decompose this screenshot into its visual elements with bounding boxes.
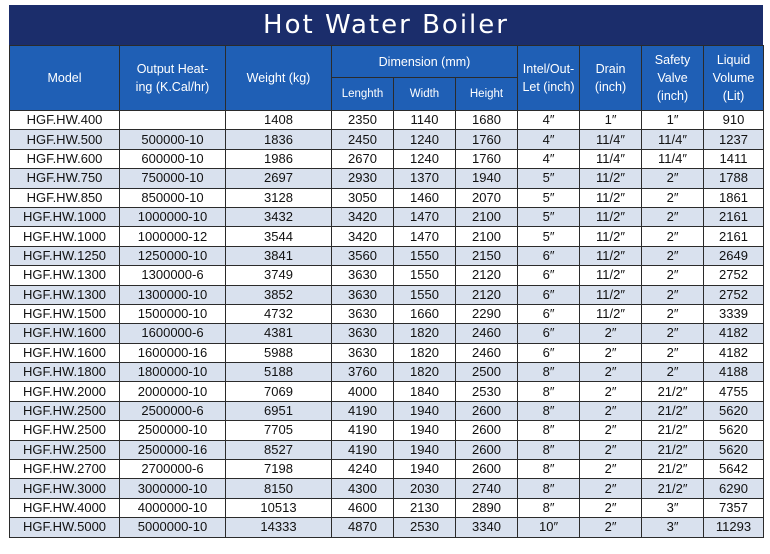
- table-row: [10, 227, 764, 246]
- cell-safety-valve: 11/4″: [642, 149, 704, 168]
- cell-liquid-volume: 11293: [704, 518, 764, 537]
- cell-model: HGF.HW.400: [10, 111, 120, 130]
- cell-length: 4300: [332, 479, 394, 498]
- cell-width: 1550: [394, 266, 456, 285]
- cell-output-heating: 1000000-10: [120, 207, 226, 226]
- cell-liquid-volume: 7357: [704, 498, 764, 517]
- cell-height: 2600: [456, 401, 518, 420]
- table-row: [10, 207, 764, 226]
- cell-weight: 3432: [226, 207, 332, 226]
- cell-model: HGF.HW.1800: [10, 363, 120, 382]
- cell-width: 2530: [394, 518, 456, 537]
- cell-weight: 3749: [226, 266, 332, 285]
- cell-liquid-volume: 2752: [704, 285, 764, 304]
- cell-safety-valve: 3″: [642, 498, 704, 517]
- cell-liquid-volume: 2161: [704, 227, 764, 246]
- cell-length: 4190: [332, 440, 394, 459]
- cell-drain: 2″: [580, 479, 642, 498]
- cell-drain: 11/4″: [580, 130, 642, 149]
- cell-output-heating: 600000-10: [120, 149, 226, 168]
- cell-model: HGF.HW.1600: [10, 343, 120, 362]
- cell-weight: 8527: [226, 440, 332, 459]
- table-row: [10, 440, 764, 459]
- cell-height: 2120: [456, 285, 518, 304]
- cell-liquid-volume: 2161: [704, 207, 764, 226]
- cell-output-heating: 1300000-6: [120, 266, 226, 285]
- cell-safety-valve: 2″: [642, 188, 704, 207]
- cell-safety-valve: 2″: [642, 207, 704, 226]
- cell-width: 1820: [394, 343, 456, 362]
- page-title: Hot Water Boiler: [9, 5, 763, 45]
- cell-width: 1550: [394, 285, 456, 304]
- cell-length: 2350: [332, 111, 394, 130]
- cell-weight: 5188: [226, 363, 332, 382]
- header-safety-line3: (inch): [656, 89, 689, 103]
- cell-weight: 2697: [226, 169, 332, 188]
- cell-width: 1240: [394, 149, 456, 168]
- cell-liquid-volume: 1237: [704, 130, 764, 149]
- cell-drain: 11/2″: [580, 266, 642, 285]
- cell-model: HGF.HW.500: [10, 130, 120, 149]
- cell-height: 3340: [456, 518, 518, 537]
- cell-height: 2600: [456, 440, 518, 459]
- cell-safety-valve: 1″: [642, 111, 704, 130]
- cell-model: HGF.HW.2500: [10, 401, 120, 420]
- cell-inlet-outlet: 8″: [518, 440, 580, 459]
- cell-safety-valve: 2″: [642, 324, 704, 343]
- cell-width: 1140: [394, 111, 456, 130]
- cell-length: 4000: [332, 382, 394, 401]
- cell-drain: 2″: [580, 363, 642, 382]
- cell-model: HGF.HW.2700: [10, 460, 120, 479]
- cell-safety-valve: 21/2″: [642, 440, 704, 459]
- cell-width: 1240: [394, 130, 456, 149]
- cell-length: 3630: [332, 324, 394, 343]
- cell-drain: 11/2″: [580, 188, 642, 207]
- cell-inlet-outlet: 6″: [518, 304, 580, 323]
- cell-inlet-outlet: 5″: [518, 207, 580, 226]
- cell-inlet-outlet: 8″: [518, 498, 580, 517]
- cell-output-heating: 750000-10: [120, 169, 226, 188]
- cell-liquid-volume: 6290: [704, 479, 764, 498]
- cell-drain: 11/2″: [580, 246, 642, 265]
- cell-output-heating: 2000000-10: [120, 382, 226, 401]
- cell-length: 3050: [332, 188, 394, 207]
- cell-model: HGF.HW.1000: [10, 207, 120, 226]
- header-safety-line2: Valve: [657, 71, 688, 85]
- table-row: [10, 149, 764, 168]
- cell-weight: 10513: [226, 498, 332, 517]
- table-row: [10, 130, 764, 149]
- cell-model: HGF.HW.2500: [10, 440, 120, 459]
- cell-output-heating: 1300000-10: [120, 285, 226, 304]
- cell-width: 1550: [394, 246, 456, 265]
- cell-width: 1940: [394, 440, 456, 459]
- cell-weight: 7069: [226, 382, 332, 401]
- cell-inlet-outlet: 8″: [518, 421, 580, 440]
- cell-weight: 14333: [226, 518, 332, 537]
- cell-length: 4190: [332, 421, 394, 440]
- cell-weight: 3128: [226, 188, 332, 207]
- header-height: Height: [456, 78, 518, 111]
- cell-liquid-volume: 2649: [704, 246, 764, 265]
- header-length: Lenghth: [332, 78, 394, 111]
- cell-safety-valve: 2″: [642, 304, 704, 323]
- cell-drain: 2″: [580, 421, 642, 440]
- cell-inlet-outlet: 4″: [518, 149, 580, 168]
- cell-liquid-volume: 1411: [704, 149, 764, 168]
- cell-output-heating: 3000000-10: [120, 479, 226, 498]
- cell-output-heating: 850000-10: [120, 188, 226, 207]
- table-row: [10, 382, 764, 401]
- header-model: Model: [10, 46, 120, 111]
- cell-model: HGF.HW.1600: [10, 324, 120, 343]
- cell-width: 1660: [394, 304, 456, 323]
- cell-inlet-outlet: 4″: [518, 130, 580, 149]
- cell-width: 1470: [394, 207, 456, 226]
- cell-inlet-outlet: 6″: [518, 246, 580, 265]
- cell-liquid-volume: 5642: [704, 460, 764, 479]
- cell-model: HGF.HW.750: [10, 169, 120, 188]
- table-row: [10, 343, 764, 362]
- cell-liquid-volume: 910: [704, 111, 764, 130]
- cell-height: 2600: [456, 421, 518, 440]
- cell-safety-valve: 2″: [642, 343, 704, 362]
- cell-output-heating: 1800000-10: [120, 363, 226, 382]
- cell-model: HGF.HW.2000: [10, 382, 120, 401]
- cell-inlet-outlet: 8″: [518, 382, 580, 401]
- cell-liquid-volume: 4188: [704, 363, 764, 382]
- cell-weight: 5988: [226, 343, 332, 362]
- table-row: [10, 324, 764, 343]
- header-output-line2: ing (K.Cal/hr): [135, 80, 210, 94]
- cell-length: 3630: [332, 343, 394, 362]
- header-dimension: Dimension (mm): [332, 46, 518, 78]
- cell-model: HGF.HW.4000: [10, 498, 120, 517]
- cell-output-heating: [120, 111, 226, 130]
- spec-table: [9, 45, 764, 538]
- table-body: [10, 111, 764, 538]
- cell-safety-valve: 21/2″: [642, 382, 704, 401]
- cell-length: 4600: [332, 498, 394, 517]
- header-output: [120, 46, 226, 111]
- cell-width: 1460: [394, 188, 456, 207]
- table-row: [10, 401, 764, 420]
- cell-length: 2670: [332, 149, 394, 168]
- cell-model: HGF.HW.5000: [10, 518, 120, 537]
- header-width: Width: [394, 78, 456, 111]
- cell-safety-valve: 11/4″: [642, 130, 704, 149]
- cell-model: HGF.HW.600: [10, 149, 120, 168]
- cell-height: 2120: [456, 266, 518, 285]
- cell-drain: 2″: [580, 343, 642, 362]
- header-output-line1: Output Heat-: [136, 62, 209, 76]
- header-liquid-line1: Liquid: [716, 53, 751, 67]
- cell-output-heating: 1500000-10: [120, 304, 226, 323]
- cell-weight: 7705: [226, 421, 332, 440]
- cell-drain: 11/4″: [580, 149, 642, 168]
- cell-width: 1370: [394, 169, 456, 188]
- header-inlet-line2: Let (inch): [522, 80, 575, 94]
- cell-safety-valve: 3″: [642, 518, 704, 537]
- header-safety-line1: Safety: [654, 53, 691, 67]
- cell-width: 1940: [394, 401, 456, 420]
- cell-liquid-volume: 5620: [704, 421, 764, 440]
- cell-length: 3630: [332, 266, 394, 285]
- cell-safety-valve: 2″: [642, 266, 704, 285]
- cell-weight: 3841: [226, 246, 332, 265]
- cell-inlet-outlet: 8″: [518, 479, 580, 498]
- header-drain: [580, 46, 642, 111]
- cell-width: 1940: [394, 421, 456, 440]
- table-row: [10, 460, 764, 479]
- cell-liquid-volume: 2752: [704, 266, 764, 285]
- cell-inlet-outlet: 5″: [518, 188, 580, 207]
- cell-length: 3420: [332, 207, 394, 226]
- cell-length: 2930: [332, 169, 394, 188]
- cell-liquid-volume: 4182: [704, 324, 764, 343]
- cell-weight: 4381: [226, 324, 332, 343]
- cell-model: HGF.HW.3000: [10, 479, 120, 498]
- cell-model: HGF.HW.1300: [10, 266, 120, 285]
- header-inlet-line1: Intel/Out-: [522, 62, 575, 76]
- cell-inlet-outlet: 5″: [518, 169, 580, 188]
- cell-liquid-volume: 5620: [704, 401, 764, 420]
- cell-length: 4870: [332, 518, 394, 537]
- cell-weight: 6951: [226, 401, 332, 420]
- cell-weight: 3852: [226, 285, 332, 304]
- cell-drain: 1″: [580, 111, 642, 130]
- cell-inlet-outlet: 5″: [518, 227, 580, 246]
- cell-output-heating: 2500000-6: [120, 401, 226, 420]
- header-liquid-line3: (Lit): [722, 89, 745, 103]
- cell-liquid-volume: 3339: [704, 304, 764, 323]
- cell-height: 2070: [456, 188, 518, 207]
- cell-height: 2530: [456, 382, 518, 401]
- cell-drain: 11/2″: [580, 227, 642, 246]
- cell-width: 1840: [394, 382, 456, 401]
- cell-liquid-volume: 4755: [704, 382, 764, 401]
- cell-length: 4240: [332, 460, 394, 479]
- cell-safety-valve: 2″: [642, 246, 704, 265]
- cell-height: 2460: [456, 343, 518, 362]
- cell-liquid-volume: 4182: [704, 343, 764, 362]
- cell-weight: 3544: [226, 227, 332, 246]
- cell-output-heating: 2500000-16: [120, 440, 226, 459]
- cell-height: 2100: [456, 227, 518, 246]
- cell-height: 2600: [456, 460, 518, 479]
- cell-model: HGF.HW.1000: [10, 227, 120, 246]
- cell-liquid-volume: 1788: [704, 169, 764, 188]
- table-row: [10, 498, 764, 517]
- cell-safety-valve: 2″: [642, 169, 704, 188]
- header-drain-line2: (inch): [594, 80, 627, 94]
- header-drain-line1: Drain: [595, 62, 626, 76]
- cell-liquid-volume: 5620: [704, 440, 764, 459]
- cell-weight: 8150: [226, 479, 332, 498]
- cell-safety-valve: 21/2″: [642, 460, 704, 479]
- cell-inlet-outlet: 6″: [518, 285, 580, 304]
- cell-inlet-outlet: 10″: [518, 518, 580, 537]
- cell-safety-valve: 2″: [642, 363, 704, 382]
- cell-drain: 2″: [580, 440, 642, 459]
- cell-height: 2150: [456, 246, 518, 265]
- cell-drain: 11/2″: [580, 169, 642, 188]
- cell-width: 1820: [394, 324, 456, 343]
- cell-output-heating: 500000-10: [120, 130, 226, 149]
- table-row: [10, 246, 764, 265]
- cell-height: 2290: [456, 304, 518, 323]
- header-inlet: [518, 46, 580, 111]
- cell-safety-valve: 21/2″: [642, 401, 704, 420]
- table-row: [10, 518, 764, 537]
- cell-width: 1470: [394, 227, 456, 246]
- cell-safety-valve: 21/2″: [642, 421, 704, 440]
- table-row: [10, 304, 764, 323]
- table-row: [10, 169, 764, 188]
- cell-width: 2030: [394, 479, 456, 498]
- cell-length: 3630: [332, 304, 394, 323]
- cell-safety-valve: 2″: [642, 285, 704, 304]
- cell-drain: 11/2″: [580, 207, 642, 226]
- cell-model: HGF.HW.2500: [10, 421, 120, 440]
- cell-length: 3630: [332, 285, 394, 304]
- table-row: [10, 479, 764, 498]
- cell-model: HGF.HW.850: [10, 188, 120, 207]
- cell-inlet-outlet: 6″: [518, 343, 580, 362]
- cell-model: HGF.HW.1250: [10, 246, 120, 265]
- cell-inlet-outlet: 6″: [518, 266, 580, 285]
- cell-height: 2740: [456, 479, 518, 498]
- cell-height: 2100: [456, 207, 518, 226]
- cell-height: 2890: [456, 498, 518, 517]
- cell-model: HGF.HW.1300: [10, 285, 120, 304]
- cell-inlet-outlet: 8″: [518, 401, 580, 420]
- cell-height: 2500: [456, 363, 518, 382]
- cell-drain: 11/2″: [580, 285, 642, 304]
- table-row: [10, 188, 764, 207]
- cell-height: 1680: [456, 111, 518, 130]
- header-safety-valve: [642, 46, 704, 111]
- cell-drain: 2″: [580, 324, 642, 343]
- cell-weight: 1836: [226, 130, 332, 149]
- table-row: [10, 111, 764, 130]
- cell-width: 2130: [394, 498, 456, 517]
- cell-drain: 11/2″: [580, 304, 642, 323]
- header-liquid-line2: Volume: [712, 71, 755, 85]
- cell-length: 2450: [332, 130, 394, 149]
- table-row: [10, 421, 764, 440]
- cell-drain: 2″: [580, 401, 642, 420]
- cell-drain: 2″: [580, 498, 642, 517]
- cell-liquid-volume: 1861: [704, 188, 764, 207]
- table-row: [10, 266, 764, 285]
- cell-output-heating: 2500000-10: [120, 421, 226, 440]
- cell-height: 1940: [456, 169, 518, 188]
- cell-width: 1820: [394, 363, 456, 382]
- cell-safety-valve: 2″: [642, 227, 704, 246]
- cell-output-heating: 2700000-6: [120, 460, 226, 479]
- header-weight: Weight (kg): [226, 46, 332, 111]
- cell-inlet-outlet: 6″: [518, 324, 580, 343]
- cell-weight: 1986: [226, 149, 332, 168]
- cell-length: 3560: [332, 246, 394, 265]
- cell-output-heating: 1000000-12: [120, 227, 226, 246]
- cell-drain: 2″: [580, 460, 642, 479]
- cell-weight: 4732: [226, 304, 332, 323]
- cell-output-heating: 5000000-10: [120, 518, 226, 537]
- header-liquid-volume: [704, 46, 764, 111]
- cell-model: HGF.HW.1500: [10, 304, 120, 323]
- cell-weight: 1408: [226, 111, 332, 130]
- cell-output-heating: 1600000-16: [120, 343, 226, 362]
- cell-inlet-outlet: 4″: [518, 111, 580, 130]
- cell-height: 2460: [456, 324, 518, 343]
- cell-drain: 2″: [580, 518, 642, 537]
- cell-height: 1760: [456, 149, 518, 168]
- cell-weight: 7198: [226, 460, 332, 479]
- cell-safety-valve: 21/2″: [642, 479, 704, 498]
- table-row: [10, 285, 764, 304]
- table-header: [10, 46, 764, 111]
- cell-height: 1760: [456, 130, 518, 149]
- cell-output-heating: 4000000-10: [120, 498, 226, 517]
- cell-length: 4190: [332, 401, 394, 420]
- cell-inlet-outlet: 8″: [518, 460, 580, 479]
- cell-output-heating: 1250000-10: [120, 246, 226, 265]
- cell-width: 1940: [394, 460, 456, 479]
- cell-output-heating: 1600000-6: [120, 324, 226, 343]
- cell-length: 3420: [332, 227, 394, 246]
- cell-drain: 2″: [580, 382, 642, 401]
- cell-inlet-outlet: 8″: [518, 363, 580, 382]
- cell-length: 3760: [332, 363, 394, 382]
- table-row: [10, 363, 764, 382]
